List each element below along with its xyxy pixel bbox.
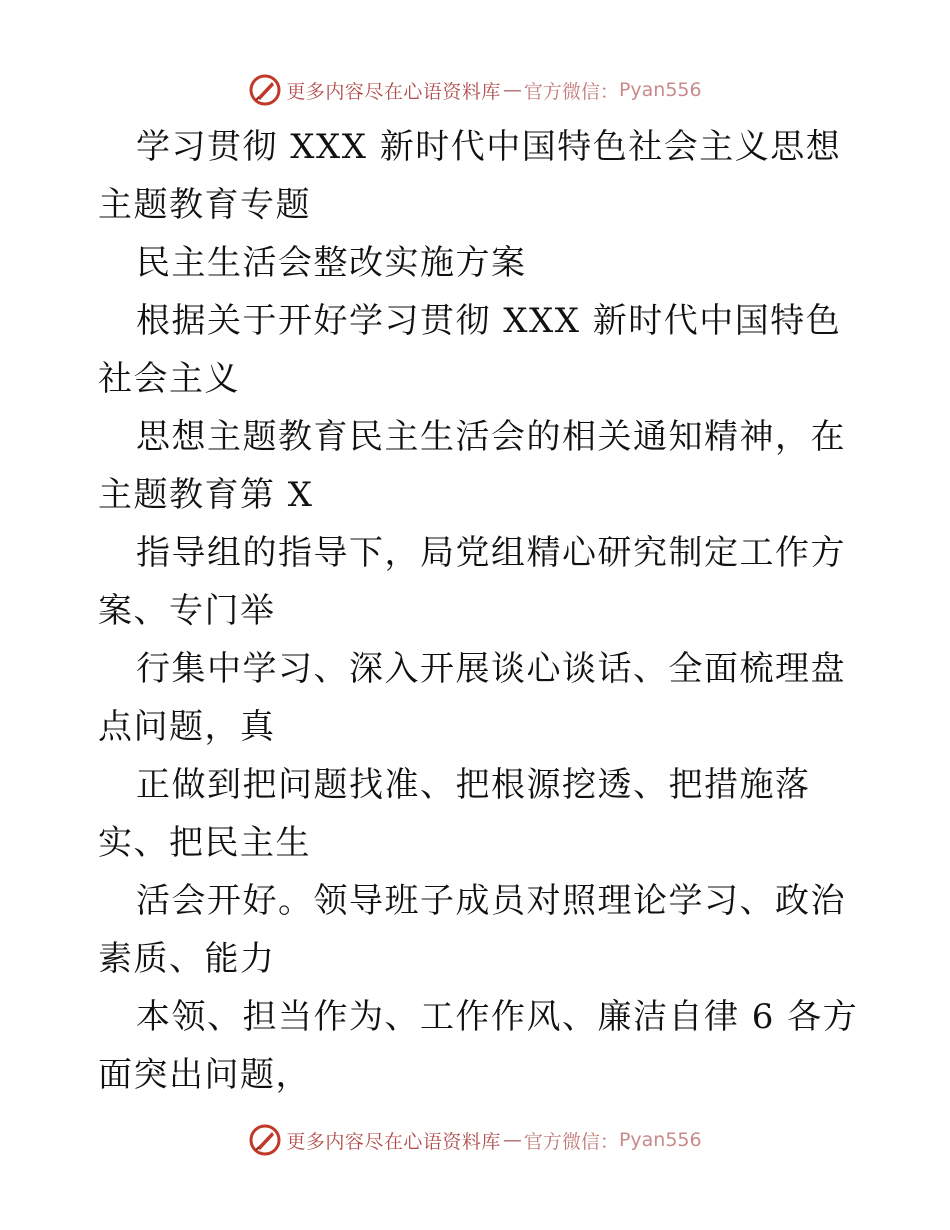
- banner-wechat-label: 官方微信：: [523, 1130, 619, 1153]
- banner-site-text: 更多内容尽在心语资料库: [286, 80, 501, 103]
- paragraph: 本领、担当作为、工作作风、廉洁自律 6 各方面突出问题，: [98, 997, 859, 1095]
- paragraph: 民主生活会整改实施方案: [136, 243, 527, 283]
- banner-wechat-label: 官方微信：: [523, 80, 619, 103]
- quill-logo-icon: [248, 1123, 282, 1157]
- document-body: [98, 118, 868, 1104]
- paragraph: 活会开好。领导班子成员对照理论学习、政治素质、能力: [98, 881, 846, 979]
- banner-separator: —: [502, 79, 522, 101]
- header-watermark-banner: [0, 70, 950, 110]
- banner-site-text: 更多内容尽在心语资料库: [286, 1130, 501, 1153]
- paragraph: 正做到把问题找准、把根源挖透、把措施落实、把民主生: [98, 765, 811, 863]
- quill-logo-icon: [248, 73, 282, 107]
- banner-wechat-id: Pyan556: [618, 79, 702, 101]
- banner-wechat-id: Pyan556: [618, 1129, 702, 1151]
- paragraph: 学习贯彻 XXX 新时代中国特色社会主义思想主题教育专题: [98, 127, 842, 225]
- paragraph: 指导组的指导下，局党组精心研究制定工作方案、专门举: [98, 533, 846, 631]
- footer-watermark-banner: [0, 1120, 950, 1160]
- paragraph: 行集中学习、深入开展谈心谈话、全面梳理盘点问题，真: [98, 649, 846, 747]
- banner-separator: —: [502, 1129, 522, 1151]
- paragraph: 根据关于开好学习贯彻 XXX 新时代中国特色社会主义: [98, 301, 842, 399]
- paragraph: 思想主题教育民主生活会的相关通知精神，在主题教育第 X: [98, 417, 846, 515]
